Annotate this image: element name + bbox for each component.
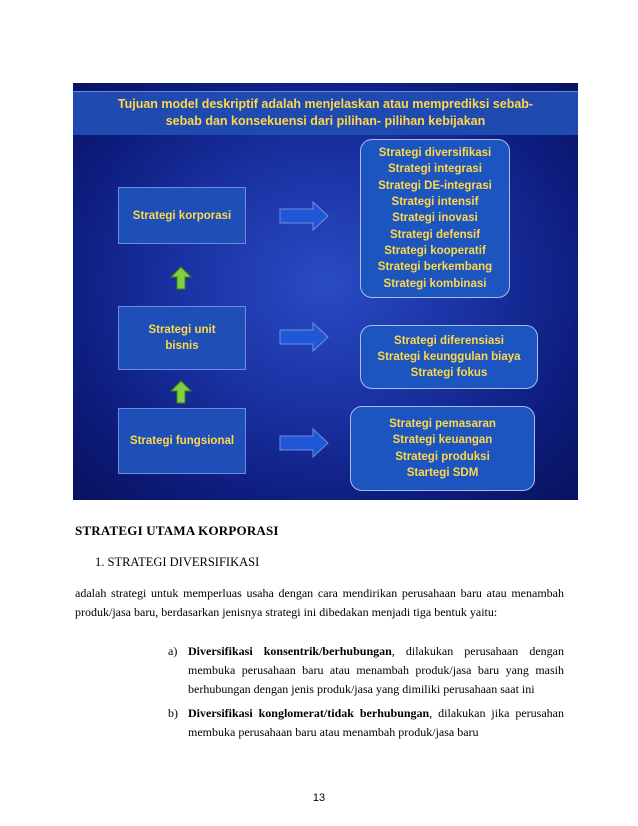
slide-title xyxy=(73,91,578,135)
list-item: Strategi fokus xyxy=(410,367,488,380)
right-arrow-icon xyxy=(279,428,329,458)
subsection-heading: 1. STRATEGI DIVERSIFIKASI xyxy=(95,555,260,569)
list-label: b) xyxy=(168,706,178,720)
list-label: a) xyxy=(168,644,178,658)
diagram-slide xyxy=(73,83,578,500)
right-arrow-icon xyxy=(279,322,329,352)
box-strategi-bisnis-list xyxy=(360,325,538,389)
list-item: Strategi kombinasi xyxy=(383,277,487,290)
box-strategi-fungsional: Strategi fungsional xyxy=(118,408,246,474)
list-item-a xyxy=(168,642,564,700)
list-text xyxy=(188,642,564,699)
list-text xyxy=(188,704,564,742)
list-item: Strategi berkembang xyxy=(377,261,493,274)
list-item: Strategi diversifikasi xyxy=(378,147,492,160)
right-arrow-icon xyxy=(279,201,329,231)
list-item: Strategi keunggulan biaya xyxy=(377,350,521,363)
list-item: Strategi integrasi xyxy=(388,163,482,176)
box-strategi-unit-bisnis: Strategi unit bisnis xyxy=(118,306,246,370)
list-item-b xyxy=(168,704,564,744)
list-bold-term: Diversifikasi konglomerat/tidak berhubungan xyxy=(188,706,430,720)
slide-title-line-1: Tujuan model deskriptif adalah menjelaskan atau memprediksi sebab- xyxy=(117,97,534,111)
slide-title-line-2: sebab dan konsekuensi dari pilihan- pilihan kebijakan xyxy=(165,114,486,128)
up-arrow-icon xyxy=(170,266,192,290)
box-strategi-korporasi-list xyxy=(360,139,510,298)
list-item: Startegi SDM xyxy=(406,466,479,479)
list-bold-term: Diversifikasi konsentrik/berhubungan xyxy=(188,644,392,658)
list-item: Strategi intensif xyxy=(391,196,479,209)
list-item: Strategi defensif xyxy=(389,228,481,241)
list-item: Strategi pemasaran xyxy=(389,417,496,430)
up-arrow-icon xyxy=(170,380,192,404)
list-item: Strategi produksi xyxy=(395,450,490,463)
box-strategi-fungsional-list xyxy=(350,406,535,491)
body-paragraph: adalah strategi untuk memperluas usaha dengan cara mendirikan perusahaan baru atau menambah produk/jasa baru, berdasarkan jenisnya strategi ini dibedakan menjadi tiga bentuk yaitu: xyxy=(75,586,564,619)
box-strategi-korporasi: Strategi korporasi xyxy=(118,187,246,244)
list-item: Strategi inovasi xyxy=(392,212,478,225)
list-rest: , dilakukan perusahaan dengan membuka perusahaan baru atau menambah produk/jasa baru yang masih berhubungan dengan jenis produk/jasa yang dimiliki perusahaan saat ini xyxy=(188,644,564,696)
list-item: Strategi keuangan xyxy=(392,434,493,447)
page-number: 13 xyxy=(312,792,326,804)
list-rest: , dilakukan jika perusahan membuka perusahaan baru atau menambah produk/jasa baru xyxy=(188,706,564,739)
list-item: Strategi DE-integrasi xyxy=(378,179,492,192)
list-item: Strategi diferensiasi xyxy=(394,334,504,347)
section-heading: STRATEGI UTAMA KORPORASI xyxy=(75,523,279,538)
list-item: Strategi kooperatif xyxy=(384,244,486,257)
